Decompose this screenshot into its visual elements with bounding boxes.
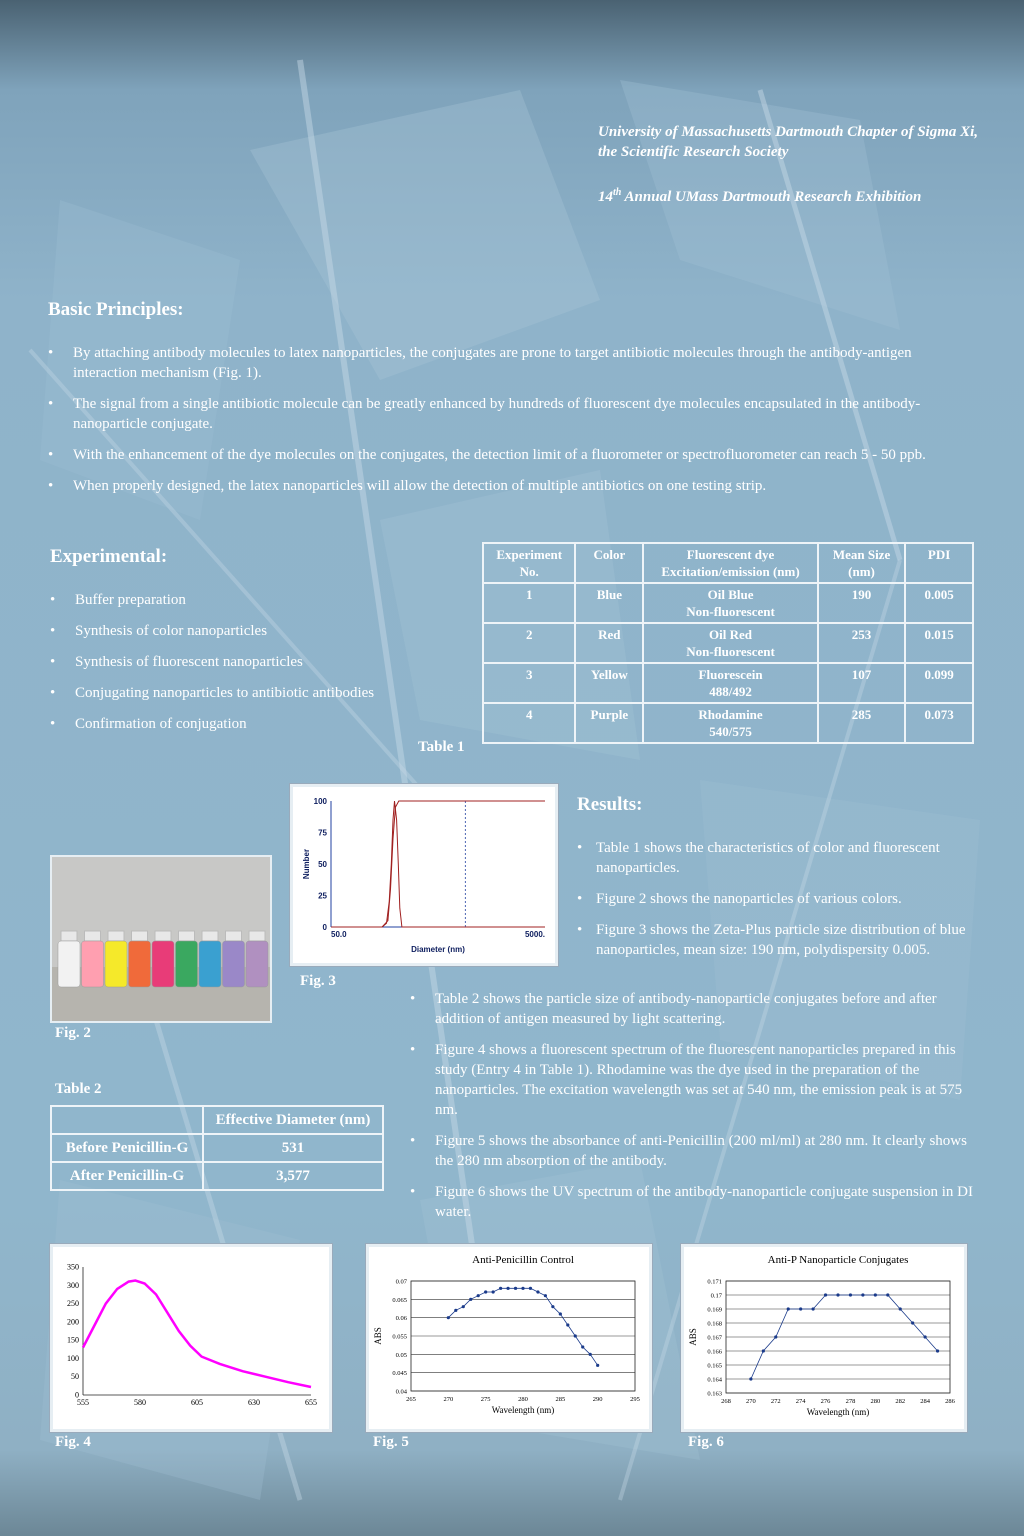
experimental-title: Experimental: — [50, 546, 168, 567]
table-cell: Red — [575, 623, 643, 663]
experimental-section — [50, 546, 450, 745]
table-cell: 0.099 — [905, 663, 973, 703]
table-cell: 107 — [818, 663, 905, 703]
y-tick-label: 0.06 — [395, 1315, 407, 1323]
fig4-label: Fig. 4 — [55, 1434, 91, 1450]
data-point — [812, 1307, 815, 1310]
table-cell: Blue — [575, 583, 643, 623]
fig3-panel — [290, 784, 558, 966]
bottle — [246, 941, 268, 987]
x-tick-label: 285 — [555, 1396, 566, 1403]
table2 — [50, 1105, 384, 1191]
y-tick-label: 0.17 — [710, 1292, 722, 1300]
table-cell: Oil Blue Non-fluorescent — [643, 583, 818, 623]
fig6-chart — [684, 1247, 964, 1429]
table1-header-row — [483, 543, 973, 583]
y-tick-label: 50 — [318, 860, 327, 869]
y-tick-label: 300 — [67, 1280, 79, 1290]
series-line — [331, 801, 545, 927]
data-point — [886, 1293, 889, 1296]
table-row — [51, 1162, 383, 1190]
basic-principle-item: • The signal from a single antibiotic molecule can be greatly enhanced by hundreds of fluorescent dye molecules encapsulated in the antibody-nanoparticle conjugate. — [48, 394, 978, 434]
table-cell: Fluorescein 488/492 — [643, 663, 818, 703]
fig4-panel — [50, 1244, 332, 1432]
y-tick-label: 0.169 — [707, 1306, 722, 1314]
data-point — [506, 1287, 509, 1290]
data-point — [799, 1307, 802, 1310]
y-tick-label: 75 — [318, 828, 327, 838]
data-point — [536, 1290, 539, 1293]
table-row — [483, 583, 973, 623]
table-cell: Rhodamine 540/575 — [643, 703, 818, 743]
y-tick-label: 0.065 — [392, 1296, 407, 1304]
table-row — [483, 703, 973, 743]
data-point — [596, 1364, 599, 1367]
data-point — [454, 1309, 457, 1312]
results-title: Results: — [577, 794, 643, 815]
data-point — [484, 1290, 487, 1293]
data-point — [462, 1305, 465, 1308]
data-point — [749, 1377, 752, 1380]
data-point — [836, 1293, 839, 1296]
results-section-bottom — [410, 989, 982, 1233]
table-cell: 0.015 — [905, 623, 973, 663]
bottle-cap — [249, 931, 265, 941]
data-point — [544, 1294, 547, 1297]
x-tick-label: 274 — [795, 1398, 806, 1405]
x-tick-label: 276 — [820, 1398, 831, 1405]
y-tick-label: 150 — [67, 1335, 79, 1345]
x-tick-label: 272 — [770, 1398, 781, 1405]
x-tick-label: 268 — [721, 1398, 731, 1405]
y-tick-label: 0.05 — [395, 1351, 407, 1359]
table1-header: Color — [575, 543, 643, 583]
fig6-panel — [681, 1244, 967, 1432]
results-item: • Figure 2 shows the nanoparticles of various colors. — [577, 889, 977, 909]
data-point — [492, 1290, 495, 1293]
table-cell: Purple — [575, 703, 643, 743]
x-tick-label: 630 — [248, 1398, 260, 1407]
table-cell: Before Penicillin-G — [51, 1134, 203, 1162]
fig3-chart — [293, 787, 555, 963]
data-point — [574, 1334, 577, 1337]
y-tick-label: 100 — [67, 1353, 79, 1363]
bottle — [223, 941, 245, 987]
table-cell: 3,577 — [203, 1162, 383, 1190]
results-item: • Table 1 shows the characteristics of color and fluorescent nanoparticles. — [577, 838, 977, 878]
fig2-label: Fig. 2 — [55, 1025, 91, 1041]
y-tick-label: 0.04 — [395, 1388, 407, 1396]
x-tick-label: 270 — [746, 1398, 756, 1405]
bottle — [129, 941, 151, 987]
table-cell: 0.073 — [905, 703, 973, 743]
table-row — [483, 663, 973, 703]
bottle-cap — [132, 931, 148, 941]
bottle-cap — [108, 931, 124, 941]
results-item: • Table 2 shows the particle size of antibody-nanoparticle conjugates before and after addition of antigen measured by light scattering. — [410, 989, 982, 1029]
y-tick-label: 100 — [313, 797, 327, 806]
x-tick-label: 282 — [895, 1398, 906, 1405]
x-axis-label: Wavelength (nm) — [806, 1407, 870, 1417]
table-cell: 4 — [483, 703, 575, 743]
table1 — [482, 542, 974, 744]
data-point — [589, 1353, 592, 1356]
y-tick-label: 0.165 — [707, 1362, 722, 1370]
bottle — [199, 941, 221, 987]
results-item: • Figure 3 shows the Zeta-Plus particle size distribution of blue nanoparticles, mean size: 190 nm, polydispersity 0.005. — [577, 920, 977, 960]
results-item: • Figure 5 shows the absorbance of anti-Penicillin (200 ml/ml) at 280 nm. It clearly shows the 280 nm absorption of the antibody. — [410, 1131, 982, 1171]
y-axis-label: ABS — [373, 1327, 383, 1345]
basic-principle-item: • When properly designed, the latex nanoparticles will allow the detection of multiple antibiotics on one testing strip. — [48, 476, 978, 496]
table-cell: 531 — [203, 1134, 383, 1162]
y-tick-label: 0.168 — [707, 1320, 722, 1328]
fig5-chart — [369, 1247, 649, 1429]
table-cell: 253 — [818, 623, 905, 663]
y-tick-label: 50 — [71, 1372, 79, 1382]
data-point — [499, 1287, 502, 1290]
data-point — [774, 1335, 777, 1338]
results-list-top — [577, 838, 977, 960]
basic-principle-item: • With the enhancement of the dye molecules on the conjugates, the detection limit of a fluorometer or spectrofluorometer can reach 5 - 50 ppb. — [48, 445, 978, 465]
y-tick-label: 0.163 — [707, 1390, 722, 1398]
x-axis-label: Diameter (nm) — [411, 945, 465, 954]
experimental-item: • Buffer preparation — [50, 590, 450, 610]
x-tick-label: 275 — [480, 1396, 491, 1403]
x-tick-label: 265 — [406, 1396, 416, 1403]
x-axis-label: Wavelength (nm) — [491, 1405, 555, 1415]
table-row — [483, 623, 973, 663]
fig6-label: Fig. 6 — [688, 1434, 724, 1450]
experimental-item: • Confirmation of conjugation — [50, 714, 450, 734]
x-tick-label: 295 — [630, 1396, 640, 1403]
x-tick-label: 284 — [920, 1398, 930, 1405]
table2-header-row — [51, 1106, 383, 1134]
header-exhibition: 14th Annual UMass Dartmouth Research Exhibition — [598, 187, 922, 205]
basic-principles-section — [48, 299, 978, 507]
x-tick-label: 270 — [443, 1396, 454, 1403]
x-tick-label: 280 — [518, 1396, 528, 1403]
y-tick-label: 0.07 — [395, 1278, 407, 1286]
bottle — [176, 941, 198, 987]
table1-header: Fluorescent dye Excitation/emission (nm) — [643, 543, 818, 583]
fig4-chart — [53, 1247, 329, 1429]
table-cell: 190 — [818, 583, 905, 623]
data-point — [566, 1323, 569, 1326]
y-tick-label: 350 — [67, 1262, 79, 1272]
x-tick-label: 280 — [870, 1398, 881, 1405]
x-tick-label: 655 — [305, 1398, 317, 1407]
y-tick-label: 0.171 — [707, 1278, 722, 1286]
basic-principles-list — [48, 343, 978, 496]
y-tick-label: 0.167 — [707, 1334, 722, 1342]
bottle-cap — [226, 931, 242, 941]
data-point — [824, 1293, 827, 1296]
x-tick-label: 580 — [134, 1398, 146, 1407]
bottle — [82, 941, 104, 987]
chart-title: Anti-P Nanoparticle Conjugates — [767, 1254, 909, 1266]
table-cell: Yellow — [575, 663, 643, 703]
data-point — [849, 1293, 852, 1296]
table-cell: 3 — [483, 663, 575, 703]
bottle — [152, 941, 174, 987]
exhibition-header — [598, 122, 998, 228]
y-tick-label: 0.055 — [392, 1333, 407, 1341]
nanoparticle-bottles-image — [52, 857, 270, 1021]
fig2-photo — [50, 855, 272, 1023]
experimental-item: • Synthesis of color nanoparticles — [50, 621, 450, 641]
basic-principle-item: • By attaching antibody molecules to latex nanoparticles, the conjugates are prone to target antibiotic molecules through the antibody-antigen interaction mechanism (Fig. 1). — [48, 343, 978, 383]
bottle — [58, 941, 80, 987]
x-tick-label: 50.0 — [331, 930, 347, 939]
y-tick-label: 250 — [67, 1299, 79, 1309]
y-axis-label: Number — [302, 848, 311, 880]
y-tick-label: 0.045 — [392, 1370, 407, 1378]
fig3-label: Fig. 3 — [300, 973, 336, 989]
data-point — [861, 1293, 864, 1296]
data-point — [521, 1287, 524, 1290]
data-point — [551, 1305, 554, 1308]
table-cell — [51, 1106, 203, 1134]
bottle — [105, 941, 127, 987]
table2-header: Effective Diameter (nm) — [203, 1106, 383, 1134]
experimental-list — [50, 590, 450, 734]
table-cell: 285 — [818, 703, 905, 743]
experimental-item: • Synthesis of fluorescent nanoparticles — [50, 652, 450, 672]
basic-principles-title: Basic Principles: — [48, 299, 184, 320]
table1-header: Experiment No. — [483, 543, 575, 583]
table-cell: After Penicillin-G — [51, 1162, 203, 1190]
data-point — [559, 1312, 562, 1315]
table-cell: Oil Red Non-fluorescent — [643, 623, 818, 663]
data-point — [529, 1287, 532, 1290]
table1-caption: Table 1 — [418, 739, 465, 755]
y-tick-label: 0 — [322, 923, 327, 932]
data-point — [477, 1294, 480, 1297]
x-tick-label: 555 — [77, 1398, 89, 1407]
results-item: • Figure 4 shows a fluorescent spectrum of the fluorescent nanoparticles prepared in this study (Entry 4 in Table 1). Rhodamine was the dye used in the preparation of the nanoparticles. The excitation wavelength was set at 540 nm, the emission peak is at 575 nm. — [410, 1040, 982, 1120]
table-cell: 2 — [483, 623, 575, 663]
results-section — [577, 794, 977, 971]
x-tick-label: 605 — [191, 1398, 203, 1407]
table2-caption: Table 2 — [55, 1081, 102, 1097]
x-tick-label: 5000. — [524, 930, 545, 939]
data-point — [787, 1307, 790, 1310]
x-tick-label: 278 — [845, 1398, 856, 1405]
table-cell: 1 — [483, 583, 575, 623]
bottle-cap — [179, 931, 195, 941]
data-point — [469, 1298, 472, 1301]
header-society: University of Massachusetts Dartmouth Chapter of Sigma Xi, the Scientific Research Society — [598, 124, 979, 160]
series-line — [83, 1281, 311, 1388]
x-tick-label: 286 — [945, 1398, 955, 1405]
data-point — [936, 1349, 939, 1352]
results-item: • Figure 6 shows the UV spectrum of the antibody-nanoparticle conjugate suspension in DI water. — [410, 1182, 982, 1222]
chart-title: Anti-Penicillin Control — [472, 1254, 574, 1266]
table-cell: 0.005 — [905, 583, 973, 623]
y-tick-label: 0 — [75, 1390, 79, 1400]
y-tick-label: 0.164 — [707, 1376, 722, 1384]
experimental-item: • Conjugating nanoparticles to antibiotic antibodies — [50, 683, 450, 703]
bottle-cap — [61, 931, 77, 941]
y-tick-label: 25 — [318, 891, 327, 901]
data-point — [899, 1307, 902, 1310]
y-tick-label: 200 — [67, 1317, 79, 1327]
results-list-bottom — [410, 989, 982, 1222]
bottle-cap — [155, 931, 171, 941]
fig5-label: Fig. 5 — [373, 1434, 409, 1450]
data-point — [762, 1349, 765, 1352]
data-point — [514, 1287, 517, 1290]
data-point — [924, 1335, 927, 1338]
bottle-cap — [202, 931, 218, 941]
data-point — [874, 1293, 877, 1296]
table1-header: Mean Size (nm) — [818, 543, 905, 583]
data-point — [581, 1345, 584, 1348]
table1-header: PDI — [905, 543, 973, 583]
series-line — [331, 801, 545, 927]
y-tick-label: 0.166 — [707, 1348, 722, 1356]
y-axis-label: ABS — [688, 1328, 698, 1346]
fig5-panel — [366, 1244, 652, 1432]
x-tick-label: 290 — [592, 1396, 603, 1403]
bottle-cap — [85, 931, 101, 941]
table-row — [51, 1134, 383, 1162]
data-point — [911, 1321, 914, 1324]
data-point — [447, 1316, 450, 1319]
